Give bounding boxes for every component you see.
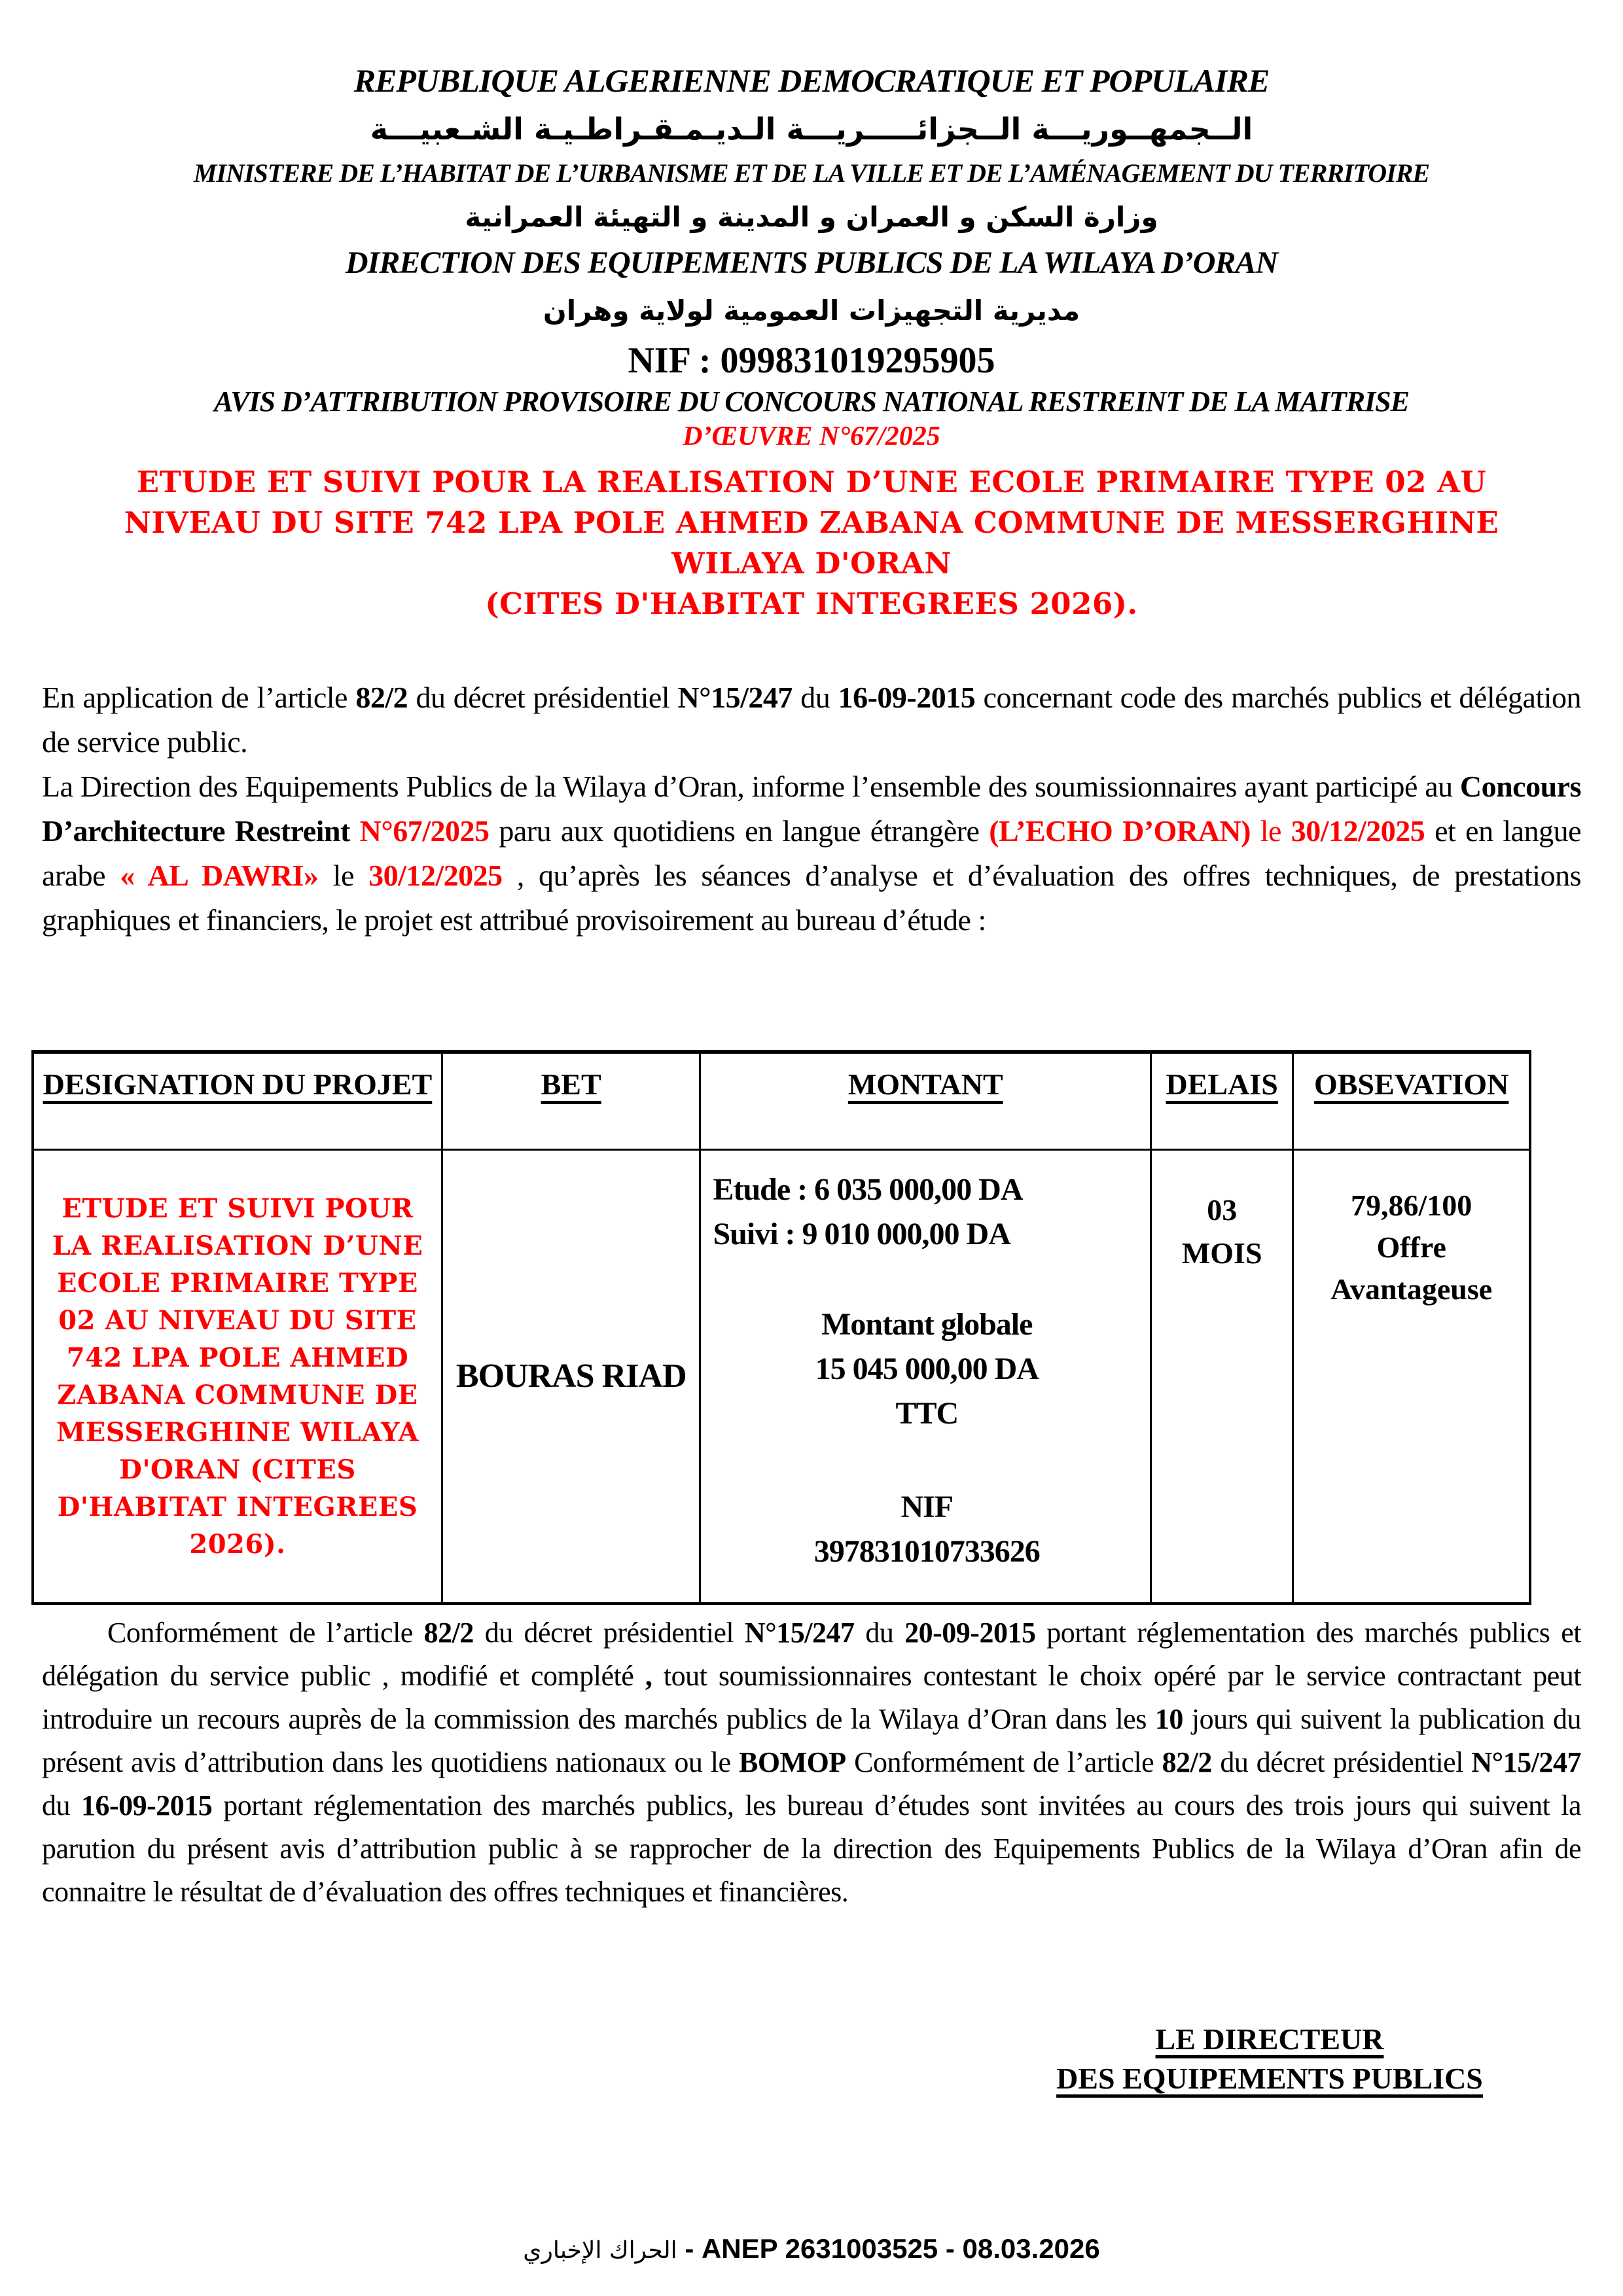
cell-delais	[1152, 1151, 1294, 1602]
spacer	[713, 1257, 1141, 1302]
cell-montant	[701, 1151, 1152, 1602]
table-row	[34, 1151, 1529, 1602]
signature-line2: DES EQUIPEMENTS PUBLICS	[1056, 2062, 1483, 2095]
montant-etude: Etude : 6 035 000,00 DA	[713, 1172, 1023, 1207]
cell-obsevation	[1294, 1151, 1529, 1602]
direction-title-fr	[0, 245, 1623, 285]
header-obsevation: OBSEVATION	[1294, 1054, 1529, 1151]
paragraph-direction-informe: La Direction des Equipements Publics de la Wilaya d’Oran, informe l’ensemble des soumissionnaires ayant participé au Concours D’architecture Restreint N°67/2025 paru aux quotidiens en langue étrangère (L’ECHO D’ORAN) le 30/12/2025 et en langue arabe « AL DAWRI» le 30/12/2025 , qu’après les séances d’analyse et d’évaluation des offres techniques, de prestations graphiques et financiers, le projet est attribué provisoirement au bureau d’étude :	[42, 770, 1581, 937]
delais-unit: MOIS	[1181, 1236, 1262, 1270]
bet-nif-value: 397831010733626	[813, 1534, 1040, 1569]
award-table	[31, 1050, 1531, 1605]
header-montant: MONTANT	[701, 1054, 1152, 1151]
delais-number: 03	[1207, 1193, 1238, 1227]
oeuvre-line: D’ŒUVRE N°67/2025	[683, 422, 940, 452]
direction-title-ar: مديرية التجهيزات العمومية لولاية وهران	[543, 295, 1080, 327]
designation-text: ETUDE ET SUIVI POUR LA REALISATION D’UNE ECOLE PRIMAIRE TYPE 02 AU NIVEAU DU SITE 742 LPA POLE AHMED ZABANA COMMUNE DE MESSERGHINE WILAYA D'ORAN (CITES D'HABITAT INTEGREES 2026).	[52, 1193, 423, 1560]
paragraph-recours: Conformément de l’article 82/2 du décret présidentiel N°15/247 du 20-09-2015 portant réglementation des marchés publics et délégation du service public , modifié et complété , tout soumissionnaires contestant le choix opéré par le service contractant peut introduire un recours auprès de la commission des marchés publics de la Wilaya d’Oran dans les 10 jours qui suivent la publication du présent avis d’attribution dans les quotidiens nationaux ou le BOMOP Conformément de l’article 82/2 du décret présidentiel N°15/247 du 16-09-2015 portant réglementation des marchés publics, les bureau d’études sont invitées au cours des trois jours qui suivent la parution du présent avis d’attribution public à se rapprocher de la direction des Equipements Publics de la Wilaya d’Oran afin de connaitre le résultat de d’évaluation des offres techniques et financières.	[42, 1617, 1582, 1908]
cell-bet	[443, 1151, 702, 1602]
avis-line: AVIS D’ATTRIBUTION PROVISOIRE DU CONCOURS NATIONAL RESTREINT DE LA MAITRISE	[213, 386, 1409, 418]
republic-title-fr: REPUBLIQUE ALGERIENNE DEMOCRATIQUE ET POPULAIRE	[353, 62, 1270, 99]
obs-avantageuse: Avantageuse	[1330, 1272, 1493, 1306]
header-bet: BET	[443, 1054, 702, 1151]
spacer	[713, 1436, 1141, 1485]
table-header-row	[34, 1054, 1529, 1151]
paragraph-application: En application de l’article 82/2 du décret présidentiel N°15/247 du 16-09-2015 concernant code des marchés publics et délégation de service public.	[42, 681, 1581, 759]
bet-name: BOURAS RIAD	[455, 1357, 687, 1395]
document-header	[0, 60, 1623, 454]
direction-title-text: DIRECTION DES EQUIPEMENTS PUBLICS DE LA WILAYA D’ORAN	[345, 245, 1278, 280]
obs-offre: Offre	[1376, 1230, 1446, 1264]
montant-suivi: Suivi : 9 010 000,00 DA	[713, 1217, 1010, 1251]
body-paragraphs	[42, 675, 1581, 942]
obs-score: 79,86/100	[1351, 1189, 1472, 1222]
signature-line1: LE DIRECTEUR	[1155, 2022, 1384, 2056]
header-delais: DELAIS	[1152, 1054, 1294, 1151]
ministry-title-ar: وزارة السكن و العمران و المدينة و التهيئة العمرانية	[465, 201, 1158, 233]
montant-globale-label: Montant globale	[821, 1307, 1033, 1342]
header-designation: DESIGNATION DU PROJET	[34, 1054, 443, 1151]
bet-nif-label: NIF	[901, 1490, 954, 1524]
ministry-title-fr: MINISTERE DE L’HABITAT DE L’URBANISME ET DE LA VILLE ET DE L’AMÉNAGEMENT DU TERRITOIRE	[193, 158, 1430, 188]
nif-line: NIF : 099831019295905	[628, 340, 995, 381]
signature-block	[1008, 2020, 1531, 2098]
republic-title-ar: الــجمهــوريـــة الــجزائـــــريـــة الـديـمـقـراطـيـة الشـعبيـــة	[370, 111, 1253, 147]
cell-designation	[34, 1151, 443, 1602]
footer-anep-number: - ANEP 2631003525 - 08.03.2026	[677, 2233, 1100, 2264]
montant-globale-value: 15 045 000,00 DA	[815, 1352, 1039, 1386]
footer-anep	[0, 2232, 1623, 2268]
footer-arabic: الحراك الإخباري	[523, 2237, 677, 2264]
project-title: ETUDE ET SUIVI POUR LA REALISATION D’UNE ECOLE PRIMAIRE TYPE 02 AU NIVEAU DU SITE 742 LPA POLE AHMED ZABANA COMMUNE DE MESSERGHINE WILAYA D'ORAN (CITES D'HABITAT INTEGREES 2026).	[124, 465, 1499, 621]
montant-ttc: TTC	[895, 1396, 959, 1431]
